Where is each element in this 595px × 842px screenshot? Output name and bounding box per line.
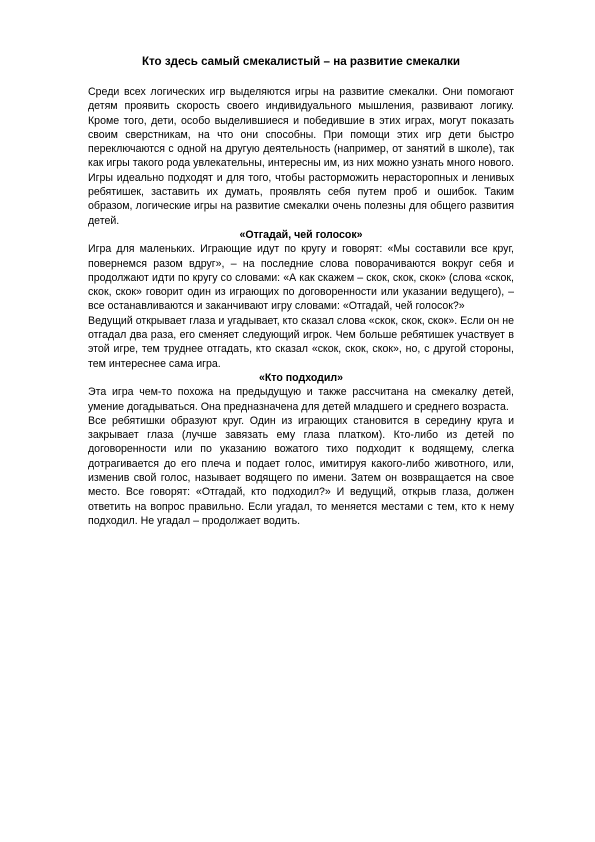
- document-title: Кто здесь самый смекалистый – на развитие смекалки: [141, 55, 461, 68]
- section-paragraph: Игра для маленьких. Играющие идут по кругу и говорят: «Мы составили все круг, повернемся разом вдруг», – на последние слова поворачиваются вокруг себя и продолжают идти по кругу со словами: «А как скажем – скок, скок, скок» (слова «скок, скок, скок» говорит один из играющих по договоренности или указании ведущего), – все останавливаются и заканчивают игру словами: «Отгадай, чей голосок?»: [88, 243, 514, 313]
- section-paragraph: Ведущий открывает глаза и угадывает, кто сказал слова «скок, скок, скок». Если он не отгадал два раза, его сменяет следующий игрок. Чем больше ребятишек участвует в этой игре, тем труднее отгадать, кто сказал «скок, скок, скок», но, с другой стороны, тем интереснее сама игра.: [88, 314, 514, 370]
- section-heading: «Отгадай, чей голосок»: [239, 228, 363, 241]
- section-who-approached: [88, 371, 514, 528]
- section-paragraph: Эта игра чем-то похожа на предыдущую и также рассчитана на смекалку детей, умение догадываться. Она предназначена для детей младшего и среднего возраста.: [88, 386, 514, 413]
- section-heading: «Кто подходил»: [258, 371, 344, 384]
- document-page: [88, 54, 514, 528]
- section-guess-voice: [88, 228, 514, 371]
- intro-paragraph: Среди всех логических игр выделяются игры на развитие смекалки. Они помогают детям проявить скорость своего индивидуального мышления, развивают логику. Кроме того, дети, особо выделившиеся и победившие в этих играх, могут показать своим сверстникам, на что они способны. При помощи этих игр дети быстро переключаются с одной на другую деятельность (например, от занятий в школе), так как игры такого рода увлекательны, интересны им, из них можно узнать много нового. Игры идеально подходят и для того, чтобы расторможить нерасторопных и ленивых ребятишек, заставить их думать, проявлять себя путем проб и ошибок. Таким образом, логические игры на развитие смекалки очень полезны для общего развития детей.: [88, 86, 514, 227]
- section-paragraph: Все ребятишки образуют круг. Один из играющих становится в середину круга и закрывает глаза (лучше завязать ему глаза платком). Кто-либо из детей по договоренности или по указанию вожатого тихо подходит к водящему, слегка дотрагивается до его плеча и подает голос, имитируя какого-либо животного, или, изменив свой голос, называет водящего по имени. Затем он возвращается на свое место. Все говорят: «Отгадай, кто подходил?» И ведущий, открыв глаза, должен ответить на вопрос правильно. Если угадал, то меняется местами с тем, кто к нему подходил. Не угадал – продолжает водить.: [88, 414, 514, 527]
